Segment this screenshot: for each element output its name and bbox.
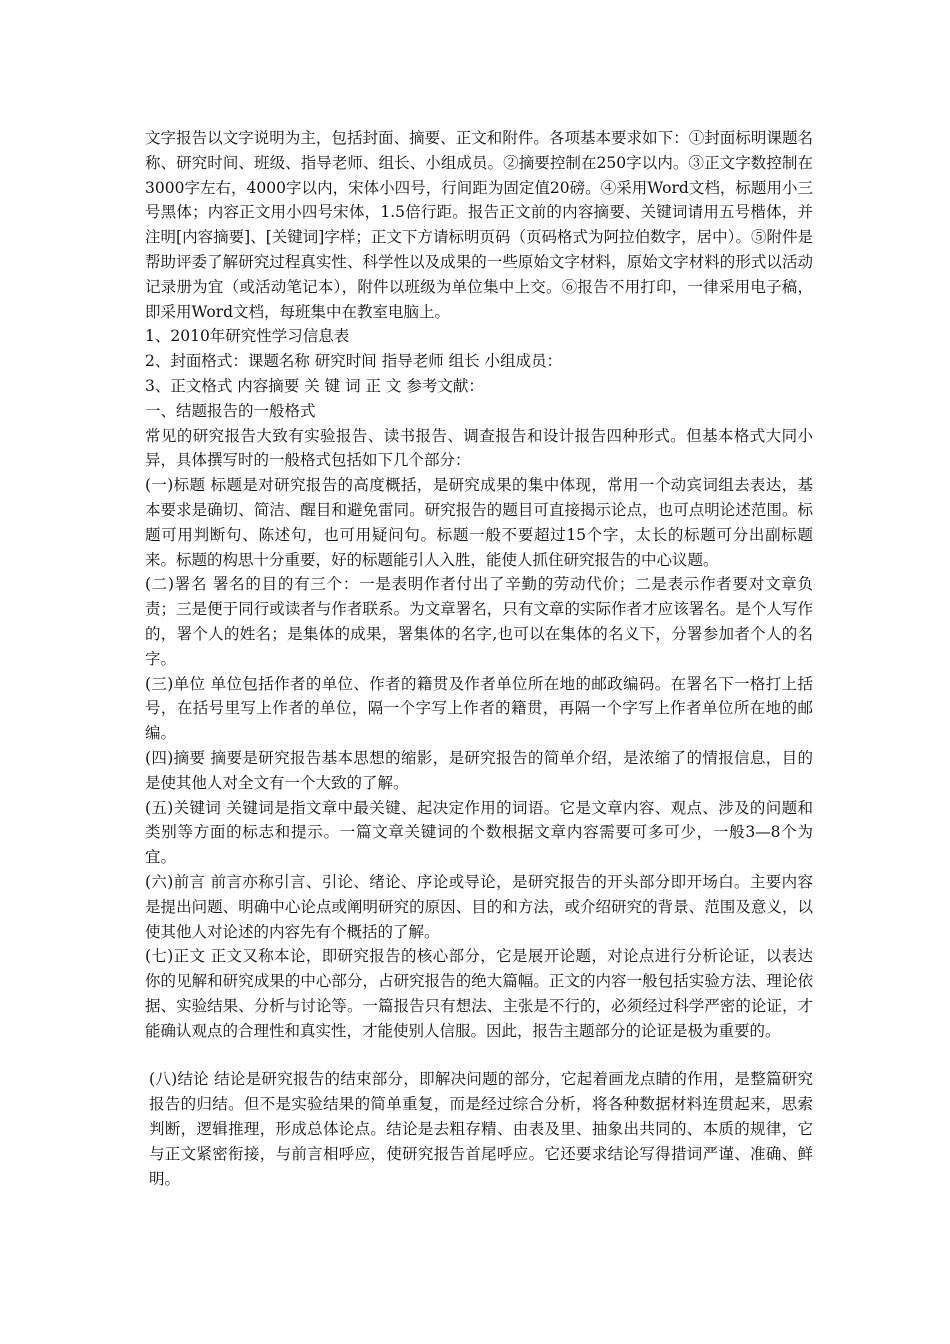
section-heading: 一、结题报告的一般格式	[145, 401, 316, 420]
paragraph-conclusion: (八)结论 结论是研究报告的结束部分，即解决问题的部分，它起着画龙点睛的作用，是整篇研究报告的归结。但不是实验结果的简单重复，而是经过综合分析，将各种数据材料连贯起来，思索判断，逻辑推理，形成总体论点。结论是去粗存精、由表及里、抽象出共同的、本质的规律，它与正文紧密衔接，与前言相呼应，使研究报告首尾呼应。它还要求结论写得措词严谨、准确、鲜明。	[149, 1070, 813, 1188]
overview-paragraph: 常见的研究报告大致有实验报告、读书报告、调查报告和设计报告四种形式。但基本格式大同小异，具体撰写时的一般格式包括如下几个部分：	[145, 426, 813, 470]
document-body	[145, 126, 813, 1191]
paragraph-main-body: (七)正文 正文又称本论，即研究报告的核心部分，它是展开论题，对论点进行分析论证，以表达你的见解和研究成果的中心部分，占研究报告的绝大篇幅。正文的内容一般包括实验方法、理论依据、实验结果、分析与讨论等。一篇报告只有想法、主张是不行的，必须经过科学严密的论证，才能确认观点的合理性和真实性，才能使别人信服。因此，报告主题部分的论证是极为重要的。	[145, 947, 813, 1040]
list-item-info-table: 1、2010年研究性学习信息表	[145, 327, 350, 346]
list-item-cover-format: 2、封面格式：课题名称 研究时间 指导老师 组长 小组成员：	[145, 352, 563, 371]
list-item-body-format: 3、正文格式 内容摘要 关 键 词 正 文 参考文献：	[145, 376, 484, 395]
paragraph-preface: (六)前言 前言亦称引言、引论、绪论、序论或导论，是研究报告的开头部分即开场白。主要内容是提出问题、明确中心论点或阐明研究的原因、目的和方法，或介绍研究的背景、范围及意义，以使其他人对论述的内容先有个概括的了解。	[145, 872, 813, 941]
paragraph-unit: (三)单位 单位包括作者的单位、作者的籍贯及作者单位所在地的邮政编码。在署名下一格打上括号，在括号里写上作者的单位，隔一个字写上作者的籍贯，再隔一个字写上作者单位所在地的邮编。	[145, 674, 813, 743]
paragraph-keywords: (五)关键词 关键词是指文章中最关键、起决定作用的词语。它是文章内容、观点、涉及的问题和类别等方面的标志和提示。一篇文章关键词的个数根据文章内容需要可多可少，一般3—8个为宜。	[145, 798, 813, 867]
paragraph-signature: (二)署名 署名的目的有三个：一是表明作者付出了辛勤的劳动代价；二是表示作者要对文章负责；三是便于同行或读者与作者联系。为文章署名，只有文章的实际作者才应该署名。是个人写作的，署个人的姓名；是集体的成果，署集体的名字,也可以在集体的名义下，分署参加者个人的名字。	[145, 575, 813, 668]
blank-line	[145, 1043, 813, 1067]
paragraph-abstract: (四)摘要 摘要是研究报告基本思想的缩影，是研究报告的简单介绍，是浓缩了的情报信息，目的是使其他人对全文有一个大致的了解。	[145, 748, 813, 792]
paragraph-title: (一)标题 标题是对研究报告的高度概括，是研究成果的集中体现，常用一个动宾词组去表达，基本要求是确切、简洁、醒目和避免雷同。研究报告的题目可直接揭示论点，也可点明论述范围。标题可用判断句、陈述句，也可用疑问句。标题一般不要超过15个字，太长的标题可分出副标题来。标题的构思十分重要，好的标题能引人入胜，能使人抓住研究报告的中心议题。	[145, 476, 813, 569]
intro-paragraph: 文字报告以文字说明为主，包括封面、摘要、正文和附件。各项基本要求如下：①封面标明课题名称、研究时间、班级、指导老师、组长、小组成员。②摘要控制在250字以内。③正文字数控制在3000字左右，4000字以内，宋体小四号，行间距为固定值20磅。④采用Word文档，标题用小三号黑体；内容正文用小四号宋体，1.5倍行距。报告正文前的内容摘要、关键词请用五号楷体，并注明[内容摘要]、[关键词]字样；正文下方请标明页码（页码格式为阿拉伯数字，居中）。⑤附件是帮助评委了解研究过程真实性、科学性以及成果的一些原始文字材料，原始文字材料的形式以活动记录册为宜（或活动笔记本），附件以班级为单位集中上交。⑥报告不用打印，一律采用电子稿，即采用Word文档，每班集中在教室电脑上。	[145, 129, 813, 321]
